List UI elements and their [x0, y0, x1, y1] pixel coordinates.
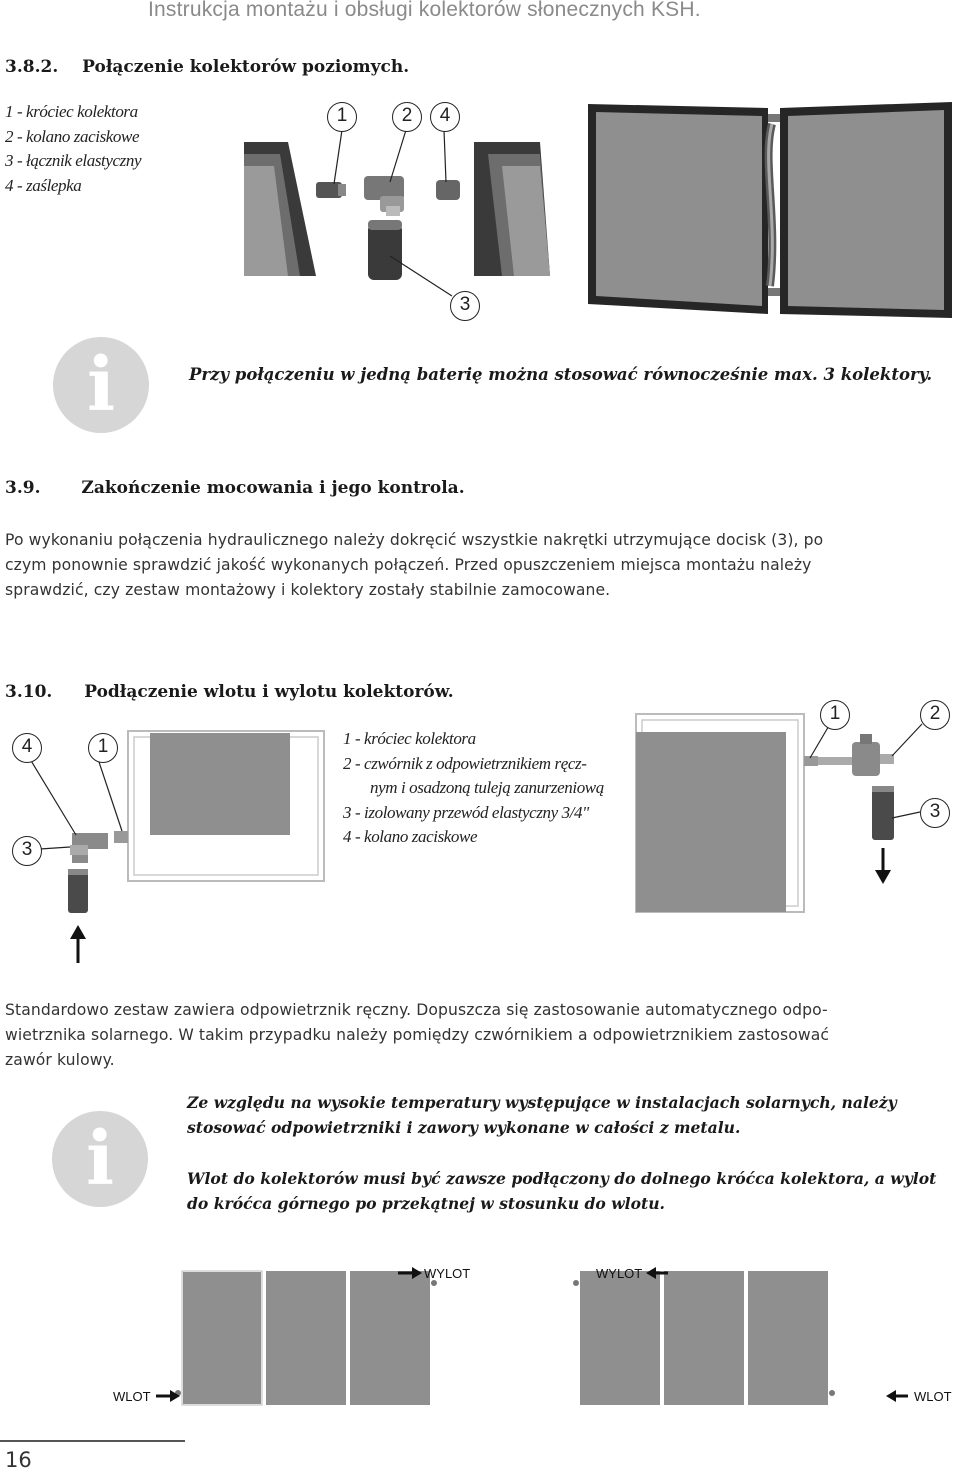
paragraph-line: sprawdzić, czy zestaw montażowy i kolektory zostały stabilnie zamocowane.: [5, 581, 611, 599]
legend-3-10: [343, 727, 604, 850]
outlet-label-left: WYLOT: [424, 1266, 471, 1281]
legend-3-8-2: [5, 100, 141, 198]
info-note-metal-valves: [187, 1090, 955, 1140]
paragraph-line: Standardowo zestaw zawiera odpowietrznik ręczny. Dopuszcza się zastosowanie automatycznego odpo-: [5, 1001, 828, 1019]
section-heading-3-10: [5, 682, 454, 702]
callout-1: 1: [820, 700, 850, 730]
callout-3: 3: [12, 836, 42, 866]
note-line: stosować odpowietrzniki i zawory wykonane w całości z metalu.: [187, 1118, 741, 1137]
callout-1: 1: [88, 733, 118, 763]
legend-item: nym i osadzoną tuleją zanurzeniową: [370, 778, 604, 797]
section-number: 3.8.2.: [5, 57, 59, 77]
footer-rule: [0, 1440, 185, 1442]
callout-2: 2: [920, 700, 950, 730]
inlet-label-right: WLOT: [914, 1389, 952, 1404]
horizontal-connection-exploded-illustration: [240, 100, 560, 330]
section-heading-3-8-2: [5, 57, 409, 77]
paragraph-line: czym ponownie sprawdzić jakość wykonanych połączeń. Przed opuszczeniem miejsca montażu należy: [5, 556, 812, 574]
info-note-inlet-outlet: [187, 1166, 955, 1216]
legend-item: 4 - kolano zaciskowe: [343, 827, 478, 846]
paragraph-line: wietrznika solarnego. W takim przypadku należy pomiędzy czwórnikiem a odpowietrznikiem zastosować: [5, 1026, 830, 1044]
outlet-label-right: WYLOT: [596, 1266, 643, 1281]
legend-item: 1 - króciec kolektora: [343, 729, 476, 748]
note-line: Wlot do kolektorów musi być zawsze podłączony do dolnego króćca kolektora, a wylot: [187, 1169, 937, 1188]
horizontal-collectors-connected-illustration: [584, 100, 956, 322]
note-line: do króćca górnego po przekątnej w stosunku do wlotu.: [187, 1194, 665, 1213]
note-line: Ze względu na wysokie temperatury występujące w instalacjach solarnych, należy: [187, 1093, 897, 1112]
section-number: 3.10.: [5, 682, 53, 702]
legend-item: 4 - zaślepka: [5, 175, 82, 195]
callout-2: 2: [392, 102, 422, 132]
legend-item: 3 - izolowany przewód elastyczny 3/4": [343, 802, 589, 822]
legend-item: 2 - kolano zaciskowe: [5, 126, 140, 146]
callout-4: 4: [12, 733, 42, 763]
document-header: Instrukcja montażu i obsługi kolektorów słonecznych KSH.: [148, 0, 701, 21]
legend-item: 2 - czwórnik z odpowietrznikiem ręcz-: [343, 753, 587, 773]
page-number: 16: [5, 1448, 32, 1472]
legend-item: 3 - łącznik elastyczny: [5, 151, 142, 170]
outlet-connection-illustration: [630, 700, 958, 920]
paragraph-line: Po wykonaniu połączenia hydraulicznego należy dokręcić wszystkie nakrętki utrzymujące docisk (3), po: [5, 531, 824, 549]
callout-1: 1: [327, 102, 357, 132]
section-title: Podłączenie wlotu i wylotu kolektorów.: [84, 682, 454, 702]
callout-3: 3: [920, 798, 950, 828]
section-title: Zakończenie mocowania i jego kontrola.: [81, 478, 465, 498]
section-number: 3.9.: [5, 478, 41, 498]
legend-item: 1 - króciec kolektora: [5, 102, 138, 121]
info-icon: i: [53, 337, 149, 433]
info-icon: i: [52, 1111, 148, 1207]
right-collector-battery: [573, 1271, 835, 1405]
paragraph-3-9: [5, 528, 955, 603]
paragraph-3-10: [5, 998, 955, 1073]
section-title: Połączenie kolektorów poziomych.: [82, 57, 410, 77]
callout-4: 4: [430, 102, 460, 132]
left-collector-battery: [175, 1271, 437, 1405]
inlet-label-left: WLOT: [113, 1389, 151, 1404]
paragraph-line: zawór kulowy.: [5, 1051, 115, 1069]
section-heading-3-9: [5, 478, 465, 498]
info-note-max-collectors: Przy połączeniu w jedną baterię można stosować równocześnie max. 3 kolektory.: [189, 365, 933, 384]
inlet-connection-illustration: [10, 725, 330, 970]
callout-3: 3: [450, 291, 480, 321]
